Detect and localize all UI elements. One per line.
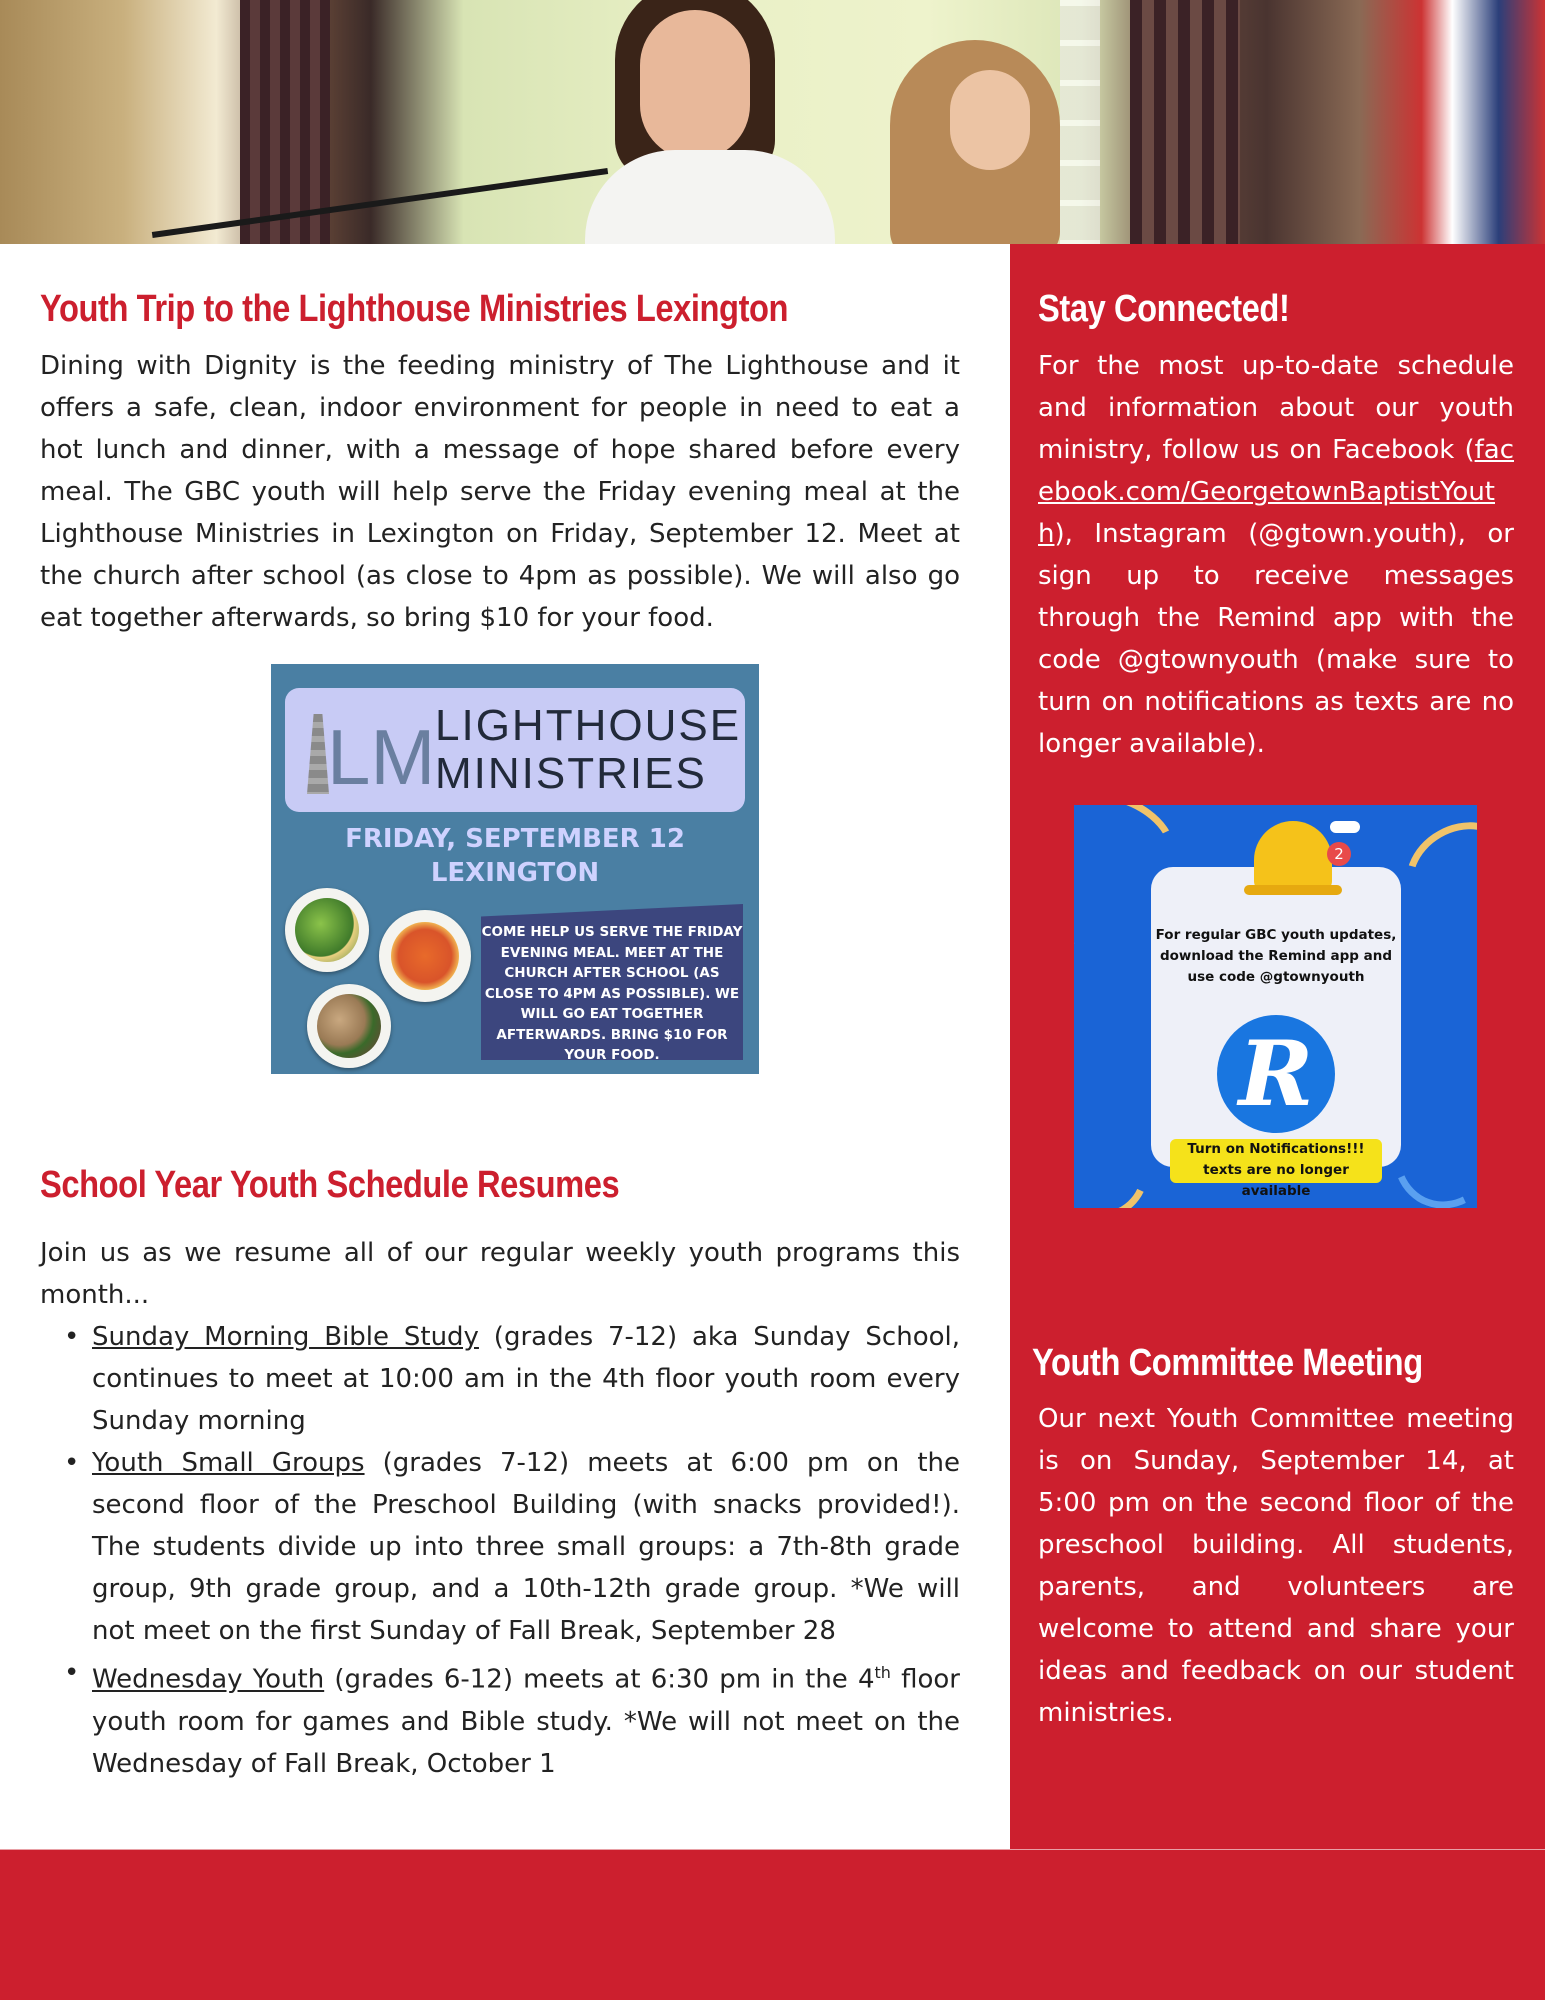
lighthouse-logo-banner bbox=[285, 688, 745, 812]
notification-badge: 2 bbox=[1327, 842, 1351, 866]
schedule-list bbox=[40, 1316, 960, 1785]
adult-person bbox=[880, 40, 1080, 244]
list-item: • Sunday Morning Bible Study (grades 7-12) aka Sunday School, continues to meet at 10:00 am in the 4th floor youth room every Sunday morning bbox=[92, 1316, 960, 1442]
schedule-heading: School Year Youth Schedule Resumes bbox=[40, 1164, 620, 1206]
notification-banner: Turn on Notifications!!! texts are no longer available bbox=[1170, 1139, 1382, 1183]
flyer-logo-line2: MINISTRIES bbox=[435, 749, 707, 798]
sunday-bible-study-link[interactable]: Sunday Morning Bible Study bbox=[92, 1322, 479, 1352]
committee-heading: Youth Committee Meeting bbox=[1032, 1342, 1423, 1384]
flyer-date: FRIDAY, SEPTEMBER 12 bbox=[345, 824, 685, 854]
facebook-link[interactable]: facebook.com/GeorgetownBaptistYouth bbox=[1038, 435, 1514, 549]
list-item: • Youth Small Groups (grades 7-12) meets at 6:00 pm on the second floor of the Preschool Building (with snacks provided!). The students divide up into three small groups: a 7th-8th grade group, 9th grade group, and a 10th-12th grade group. *We will not meet on the first Sunday of Fall Break, September 28 bbox=[92, 1442, 960, 1652]
stay-connected-body: For the most up-to-date schedule and information about our youth ministry, follow us on Facebook (facebook.com/GeorgetownBaptistYouth), Instagram (@gtown.youth), or sign up to receive messages through the Remind app with the code @gtownyouth (make sure to turn on notifications as texts are no longer available). bbox=[1038, 351, 1514, 759]
lighthouse-logo-icon: LM bbox=[301, 706, 401, 794]
curtain-right bbox=[1130, 0, 1240, 244]
microphone-stand bbox=[152, 168, 608, 238]
pasta-plate-image bbox=[379, 910, 471, 1002]
salad-plate-image bbox=[285, 888, 369, 972]
lighthouse-trip-heading: Youth Trip to the Lighthouse Ministries Lexington bbox=[40, 288, 789, 330]
stay-connected-heading: Stay Connected! bbox=[1038, 288, 1290, 330]
chat-dots-icon bbox=[1330, 821, 1360, 833]
flyer-logo-line1: LIGHTHOUSE bbox=[435, 701, 742, 750]
lighthouse-flyer bbox=[271, 664, 759, 1074]
remind-instructions: For regular GBC youth updates, download the Remind app and use code @gtownyouth bbox=[1155, 927, 1397, 985]
wednesday-youth-link[interactable]: Wednesday Youth bbox=[92, 1664, 325, 1695]
remind-logo-icon: R bbox=[1217, 1015, 1335, 1133]
flyer-info-text: COME HELP US SERVE THE FRIDAY EVENING MEAL. MEET AT THE CHURCH AFTER SCHOOL (AS CLOSE TO 4PM AS POSSIBLE). WE WILL GO EAT TOGETHER AFTERWARDS. BRING $10 FOR YOUR FOOD. bbox=[481, 924, 743, 1063]
committee-body: Our next Youth Committee meeting is on Sunday, September 14, at 5:00 pm on the second floor of the preschool building. All students, parents, and volunteers are welcome to attend and share your ideas and feedback on our student ministries. bbox=[1038, 1404, 1514, 1728]
schedule-intro: Join us as we resume all of our regular weekly youth programs this month... bbox=[40, 1238, 960, 1310]
curtain-left bbox=[240, 0, 330, 244]
youth-small-groups-link[interactable]: Youth Small Groups bbox=[92, 1448, 365, 1478]
header-photo bbox=[0, 0, 1545, 244]
lighthouse-trip-body: Dining with Dignity is the feeding ministry of The Lighthouse and it offers a safe, clean, indoor environment for people in need to eat a hot lunch and dinner, with a message of hope shared before every meal. The GBC youth will help serve the Friday evening meal at the Lighthouse Ministries in Lexington on Friday, September 12. Meet at the church after school (as close to 4pm as possible). We will also go eat together afterwards, so bring $10 for your food. bbox=[40, 351, 960, 633]
grain-bowl-image bbox=[307, 984, 391, 1068]
flyer-location: LEXINGTON bbox=[430, 858, 600, 888]
youth-person bbox=[585, 0, 835, 244]
footer-band bbox=[0, 1850, 1545, 2000]
list-item: • Wednesday Youth (grades 6-12) meets at 6:30 pm in the 4th floor youth room for games and Bible study. *We will not meet on the Wednesday of Fall Break, October 1 bbox=[92, 1652, 960, 1785]
ladder bbox=[1060, 0, 1100, 244]
bell-icon bbox=[1254, 821, 1332, 891]
remind-app-graphic bbox=[1074, 805, 1477, 1208]
